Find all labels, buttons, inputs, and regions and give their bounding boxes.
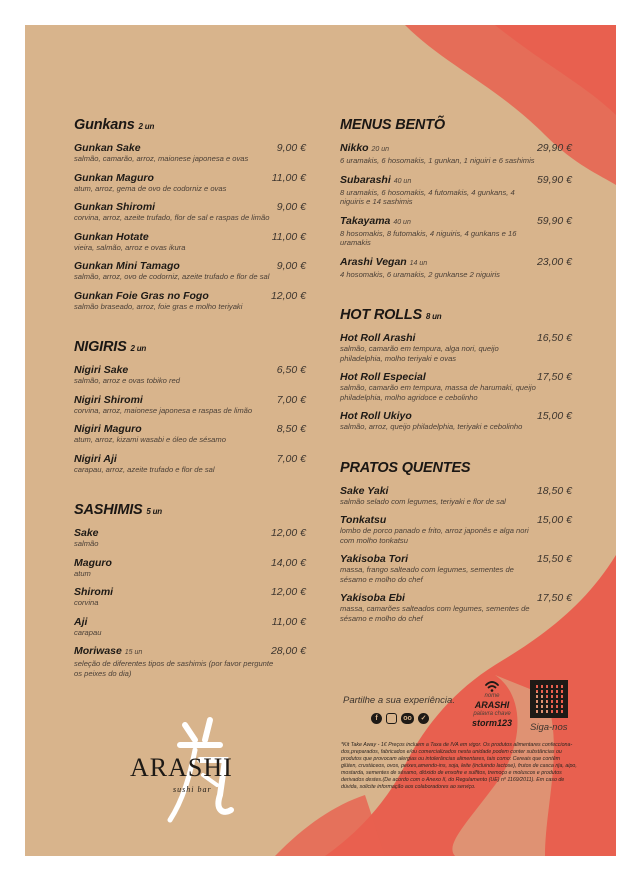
item-price: 16,50 € bbox=[536, 332, 572, 344]
item-price: 23,00 € bbox=[536, 255, 572, 268]
section-title bbox=[340, 307, 572, 323]
item-price: 15,00 € bbox=[536, 410, 572, 422]
item-name bbox=[74, 142, 306, 154]
item-description: atum, arroz, gema de ovo de codorniz e ovas bbox=[74, 183, 227, 193]
item-price: 9,00 € bbox=[276, 142, 306, 154]
logo-text: ARASHI bbox=[130, 753, 233, 782]
menu-item bbox=[74, 394, 306, 416]
item-description: salmão bbox=[74, 539, 99, 548]
item-price: 12,00 € bbox=[270, 586, 306, 598]
item-description: corvina bbox=[74, 598, 99, 607]
item-name-text: Yakisoba Ebi bbox=[340, 592, 405, 604]
wifi-icon bbox=[484, 680, 500, 692]
instagram-icon[interactable] bbox=[386, 713, 397, 724]
item-price: 9,00 € bbox=[276, 201, 306, 213]
item-price: 17,50 € bbox=[536, 592, 572, 604]
menu-item bbox=[74, 142, 306, 164]
item-description: carapau bbox=[74, 627, 102, 637]
item-description: salmão braseado, arroz, foie gras e molho teriyaki bbox=[74, 301, 243, 311]
item-unit: 15 un bbox=[124, 649, 143, 656]
item-price: 12,00 € bbox=[270, 527, 306, 539]
section-title bbox=[74, 117, 306, 133]
hotrolls-title: HOT ROLLS bbox=[340, 307, 422, 323]
item-name bbox=[74, 394, 306, 406]
item-price: 6,50 € bbox=[276, 364, 306, 376]
sashimis-section bbox=[74, 502, 306, 686]
menu-item bbox=[74, 172, 306, 194]
wifi-info bbox=[461, 680, 523, 729]
item-price: 7,00 € bbox=[276, 452, 306, 465]
section-title bbox=[74, 502, 306, 518]
item-name-text: Subarashi bbox=[340, 173, 391, 186]
item-description: salmão, arroz e ovas tobiko red bbox=[74, 376, 180, 385]
item-price: 28,00 € bbox=[270, 645, 306, 657]
qr-code[interactable] bbox=[530, 680, 568, 718]
menu-item bbox=[74, 364, 306, 386]
menu-item bbox=[74, 290, 306, 312]
item-unit: 14 un bbox=[409, 259, 428, 267]
item-name-text: Maguro bbox=[74, 556, 112, 569]
menu-item bbox=[340, 332, 572, 363]
item-price: 12,00 € bbox=[270, 289, 306, 302]
item-name-text: Arashi Vegan bbox=[340, 255, 407, 268]
item-description: seleção de diferentes tipos de sashimis (por favor pergunte os peixes do dia) bbox=[74, 659, 274, 678]
menu-page bbox=[25, 25, 616, 856]
tripadvisor-icon[interactable]: oo bbox=[401, 713, 414, 724]
item-price: 9,00 € bbox=[276, 260, 306, 272]
item-price: 15,50 € bbox=[536, 553, 572, 565]
item-name-text: Hot Roll Arashi bbox=[340, 332, 416, 344]
menu-item bbox=[74, 260, 306, 282]
menu-item bbox=[340, 410, 572, 432]
item-name-text: Gunkan Mini Tamago bbox=[74, 260, 180, 272]
share-text: Partilhe a sua experiência. bbox=[343, 695, 455, 706]
item-price: 11,00 € bbox=[271, 171, 306, 184]
item-description: massa, frango salteado com legumes, sementes de sésamo e molho do chef bbox=[340, 565, 514, 584]
menu-item bbox=[340, 592, 572, 623]
section-title bbox=[340, 460, 572, 476]
menu-item bbox=[74, 586, 306, 608]
legal-notice: *Kit Take Away - 1€ Preços incluem a Taxa de IVA em vigor. Os produtos alimentares confecciona-dos,preparados, fabricados e/ou comercializados nesta unidade podem conter substâncias ou produtos que provocam alergias ou intolerâncias alimentares, tais como: Cereais que contêm glúten, crustáceos, ovos, peixes,amendo-ins, soja, leite (incluindo lactose), frutos de casca rija, aipo, mostarda, sementes de sésamo, dióxido de enxofre e sulfitos, tremoço e moluscos e produtos derivados destes.(De acordo com o Anexo II, do Regulamento (UE) nº 1169/2011). Em caso de dúvida, solicite informação aos colaboradores ao serviço. bbox=[341, 742, 577, 790]
item-name-text: Nikko bbox=[340, 142, 369, 154]
item-price: 11,00 € bbox=[271, 230, 306, 243]
menu-item bbox=[340, 256, 572, 280]
item-description: salmão, arroz, ovo de codorniz, azeite trufado e flor de sal bbox=[74, 272, 270, 281]
menu-item bbox=[340, 371, 572, 402]
menu-item bbox=[74, 453, 306, 475]
section-title bbox=[74, 339, 306, 355]
pratos-section bbox=[340, 460, 572, 632]
menu-item bbox=[74, 616, 306, 638]
menu-item bbox=[340, 174, 572, 207]
item-description: salmão, camarão, arroz, maionese japonesa e ovas bbox=[74, 154, 249, 163]
menu-item bbox=[74, 201, 306, 223]
item-price: 15,00 € bbox=[536, 514, 572, 526]
item-name bbox=[74, 201, 306, 213]
item-name bbox=[74, 453, 306, 465]
left-column bbox=[74, 117, 306, 706]
item-name-text: Gunkan Shiromi bbox=[74, 201, 156, 213]
item-unit: 40 un bbox=[393, 177, 412, 185]
item-description: carapau, arroz, azeite trufado e flor de sal bbox=[74, 464, 215, 474]
item-unit: 40 un bbox=[393, 218, 411, 226]
item-name-text: Nigiri Aji bbox=[74, 452, 117, 465]
item-price: 11,00 € bbox=[271, 615, 306, 628]
item-name-text: Gunkan Hotate bbox=[74, 230, 149, 243]
section-unit: 2 un bbox=[138, 122, 155, 131]
menu-item bbox=[74, 231, 306, 253]
item-name-text: Shiromi bbox=[74, 586, 114, 598]
menu-item bbox=[340, 485, 572, 507]
item-description: lombo de porco panado e frito, arroz japonês e alga nori com molho tonkatsu bbox=[340, 526, 529, 545]
item-price: 59,90 € bbox=[536, 173, 572, 186]
menu-item bbox=[74, 527, 306, 549]
item-description: corvina, arroz, azeite trufado, flor de sal e raspas de limão bbox=[74, 213, 270, 222]
menu-item bbox=[340, 553, 572, 584]
item-unit: 20 un bbox=[371, 146, 390, 153]
wifi-name-label: nome bbox=[484, 693, 500, 699]
item-description: massa, camarões salteados com legumes, sementes de sésamo e molho do chef bbox=[340, 604, 530, 623]
item-name-text: Gunkan Foie Gras no Fogo bbox=[74, 289, 209, 302]
item-description: atum bbox=[74, 568, 91, 578]
item-price: 18,50 € bbox=[536, 484, 572, 497]
menu-item bbox=[340, 514, 572, 545]
nigiris-section bbox=[74, 339, 306, 482]
item-name bbox=[74, 364, 306, 376]
item-description: 4 hosomakis, 6 uramakis, 2 gunkanse 2 niguiris bbox=[340, 269, 500, 279]
item-description: salmão, camarão em tempura, alga nori, queijo philadelphia, molho teriyaki e ovas bbox=[340, 344, 499, 363]
item-price: 14,00 € bbox=[270, 556, 306, 569]
section-title bbox=[340, 117, 572, 133]
wifi-name: ARASHI bbox=[474, 700, 510, 710]
item-name-text: Tonkatsu bbox=[340, 514, 387, 526]
gunkans-section bbox=[74, 117, 306, 319]
right-column bbox=[340, 117, 572, 651]
hotrolls-section bbox=[340, 307, 572, 440]
pratos-title: PRATOS QUENTES bbox=[340, 459, 471, 476]
section-unit: 5 un bbox=[146, 507, 162, 516]
wifi-pass-label: palavra chave bbox=[473, 711, 511, 717]
item-name-text: Sake Yaki bbox=[340, 484, 389, 497]
item-name-text: Sake bbox=[74, 527, 99, 539]
gunkans-title: Gunkans bbox=[74, 117, 135, 133]
item-name-text: Nigiri Maguro bbox=[74, 423, 142, 435]
item-description: salmão, camarão em tempura, massa de harumaki, queijo philadelphia, molho agridoce e cebolinho bbox=[340, 383, 536, 402]
item-name-text: Moriwase bbox=[74, 645, 122, 657]
item-description: vieira, salmão, arroz e ovas ikura bbox=[74, 242, 186, 252]
item-name bbox=[74, 423, 306, 435]
facebook-icon[interactable]: f bbox=[371, 713, 382, 724]
section-unit: 2 un bbox=[130, 344, 147, 353]
item-name-text: Hot Roll Especial bbox=[340, 371, 426, 383]
item-name bbox=[74, 260, 306, 272]
item-name-text: Yakisoba Tori bbox=[340, 553, 409, 565]
item-description: salmão, arroz, queijo philadelphia, teriyaki e cebolinho bbox=[340, 422, 523, 431]
item-name-text: Aji bbox=[74, 615, 88, 628]
item-description: 6 uramakis, 6 hosomakis, 1 gunkan, 1 niguiri e 6 sashimis bbox=[340, 156, 535, 165]
item-description: 8 hosomakis, 8 futomakis, 4 niguiris, 4 gunkans e 16 uramakis bbox=[340, 228, 517, 247]
menu-item bbox=[74, 423, 306, 445]
item-description: corvina, arroz, maionese japonesa e raspas de limão bbox=[74, 405, 253, 415]
menu-item bbox=[340, 142, 572, 166]
item-description: 8 uramakis, 6 hosomakis, 4 futomakis, 4 gunkans, 4 niguiris e 14 sashimis bbox=[340, 187, 515, 206]
section-unit: 8 un bbox=[425, 312, 442, 321]
item-price: 7,00 € bbox=[276, 393, 306, 406]
logo-subtitle: sushi bar bbox=[173, 785, 212, 794]
item-price: 8,50 € bbox=[276, 423, 306, 435]
item-name-text: Nigiri Sake bbox=[74, 364, 129, 376]
zomato-icon[interactable]: ✓ bbox=[418, 713, 429, 724]
wifi-pass: storm123 bbox=[471, 718, 513, 728]
item-price: 29,90 € bbox=[536, 142, 572, 154]
item-name-text: Hot Roll Ukiyo bbox=[340, 410, 412, 422]
item-name-text: Nigiri Shiromi bbox=[74, 393, 143, 406]
bento-section bbox=[340, 117, 572, 287]
item-price: 17,50 € bbox=[536, 371, 572, 383]
nigiris-title: NIGIRIS bbox=[74, 339, 127, 355]
item-description: atum, arroz, kizami wasabi e óleo de sésamo bbox=[74, 435, 226, 444]
item-description: salmão selado com legumes, teriyaki e flor de sal bbox=[340, 496, 506, 506]
item-name-text: Takayama bbox=[340, 214, 391, 227]
menu-item bbox=[340, 215, 572, 248]
follow-text: Siga-nos bbox=[530, 722, 568, 733]
sashimis-title: SASHIMIS bbox=[74, 502, 143, 518]
bento-title: MENUS BENTÕ bbox=[340, 117, 445, 133]
item-name-text: Gunkan Maguro bbox=[74, 171, 154, 184]
item-price: 59,90 € bbox=[536, 214, 572, 227]
menu-item bbox=[74, 645, 306, 678]
item-name-text: Gunkan Sake bbox=[74, 142, 141, 154]
menu-item bbox=[74, 557, 306, 579]
